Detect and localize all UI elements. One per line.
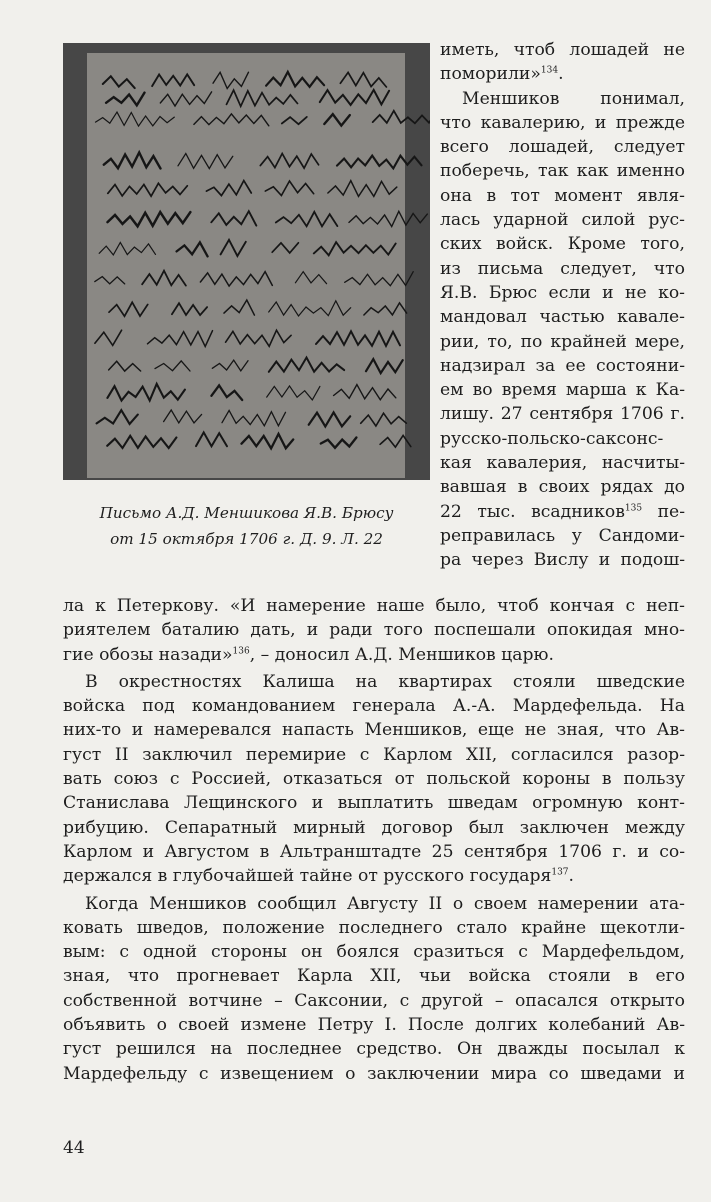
text-line: что кавалерию, и прежде — [440, 112, 685, 133]
text-line: надзирал за ее состояни- — [440, 355, 685, 376]
caption-line: от 15 октября 1706 г. Д. 9. Л. 22 — [110, 530, 383, 548]
text-line: войска под командованием генерала А.-А. Мардефельда. На — [63, 696, 685, 717]
text-line: собственной вотчине – Саксонии, с другой – опасался открыто — [63, 990, 685, 1011]
text-line: из письма следует, что — [440, 258, 685, 279]
handwritten-letter-image — [63, 43, 430, 480]
text-line: ем во время марша к Ка- — [440, 380, 685, 401]
text-line: реправилась у Сандоми- — [440, 525, 685, 546]
text-line: Карлом и Августом в Альтранштадте 25 сентября 1706 г. и со- — [63, 841, 685, 862]
text-line: Меншиков понимал, — [462, 88, 685, 109]
text-line: ра через Вислу и подош- — [440, 550, 685, 571]
text-line: иметь, чтоб лошадей не — [440, 40, 685, 60]
page-number: 44 — [63, 1138, 85, 1158]
text-line: риятелем баталию дать, и ради того поспешали опокидая мно- — [63, 620, 685, 641]
text-line: густ решился на последнее средство. Он дважды посылал к — [63, 1039, 685, 1060]
text-line: Станислава Лещинского и выплатить шведам огромную конт- — [63, 793, 685, 814]
footnote-ref: 137 — [551, 867, 569, 878]
text-line: поберечь, так как именно — [440, 161, 685, 182]
text-line: кая кавалерия, насчиты- — [440, 453, 685, 474]
text-line: лась ударной силой рус- — [440, 210, 685, 231]
right-column-text — [440, 38, 685, 573]
figure-caption — [63, 500, 430, 552]
text-line: Я.В. Брюс если и не ко- — [440, 282, 685, 303]
footnote-ref: 136 — [232, 645, 250, 656]
footnote-ref: 134 — [540, 65, 559, 76]
text-line: рибуцию. Сепаратный мирный договор был заключен между — [63, 817, 685, 838]
text-line: она в тот момент явля- — [440, 185, 685, 206]
footnote-ref: 135 — [624, 502, 643, 513]
text-line: рии, то, по крайней мере, — [440, 331, 685, 352]
text-line: Мардефельду с извещением о заключении мира со шведами и — [63, 1063, 685, 1084]
text-line: всего лошадей, следует — [440, 137, 685, 158]
text-line: ских войск. Кроме того, — [440, 234, 685, 255]
text-line: поморили»$^{134}$. — [440, 64, 564, 85]
text-line: них-то и намеревался напасть Меншиков, еще не зная, что Ав- — [63, 720, 685, 741]
text-line: вым: с одной стороны он боялся сразиться с Мардефельдом, — [63, 942, 685, 963]
text-line: русско-польско-саксонс- — [440, 428, 664, 449]
text-line: зная, что прогневает Карла XII, чьи войска стояли в его — [63, 966, 685, 987]
text-line: 22 тыс. всадников$^{135}$ пе- — [440, 501, 685, 522]
caption-line: Письмо А.Д. Меншикова Я.В. Брюсу — [99, 504, 394, 522]
text-line: мандовал частью кавале- — [440, 307, 685, 328]
full-width-text — [63, 594, 685, 1086]
text-line: вать союз с Россией, отказаться от польской короны в пользу — [63, 769, 685, 790]
text-line: Когда Меншиков сообщил Августу II о своем намерении ата- — [85, 893, 685, 914]
letter-photo — [63, 43, 430, 480]
text-line: ковать шведов, положение последнего стало крайне щекотли- — [63, 917, 685, 938]
text-line: объявить о своей измене Петру I. После долгих колебаний Ав- — [63, 1015, 685, 1036]
text-line: лишу. 27 сентября 1706 г. — [440, 404, 685, 425]
text-line: гие обозы назади»$^{136}$, – доносил А.Д. Меншиков царю. — [63, 644, 554, 665]
text-line: В окрестностях Калиша на квартирах стояли шведские — [85, 671, 685, 692]
text-line: густ II заключил перемирие с Карлом XII, согласился разор- — [63, 744, 685, 765]
text-line: вавшая в своих рядах до — [440, 477, 685, 498]
text-line: ла к Петеркову. «И намерение наше было, чтоб кончая с неп- — [63, 596, 685, 616]
text-line: держался в глубочайшей тайне от русского государя$^{137}$. — [63, 866, 574, 887]
